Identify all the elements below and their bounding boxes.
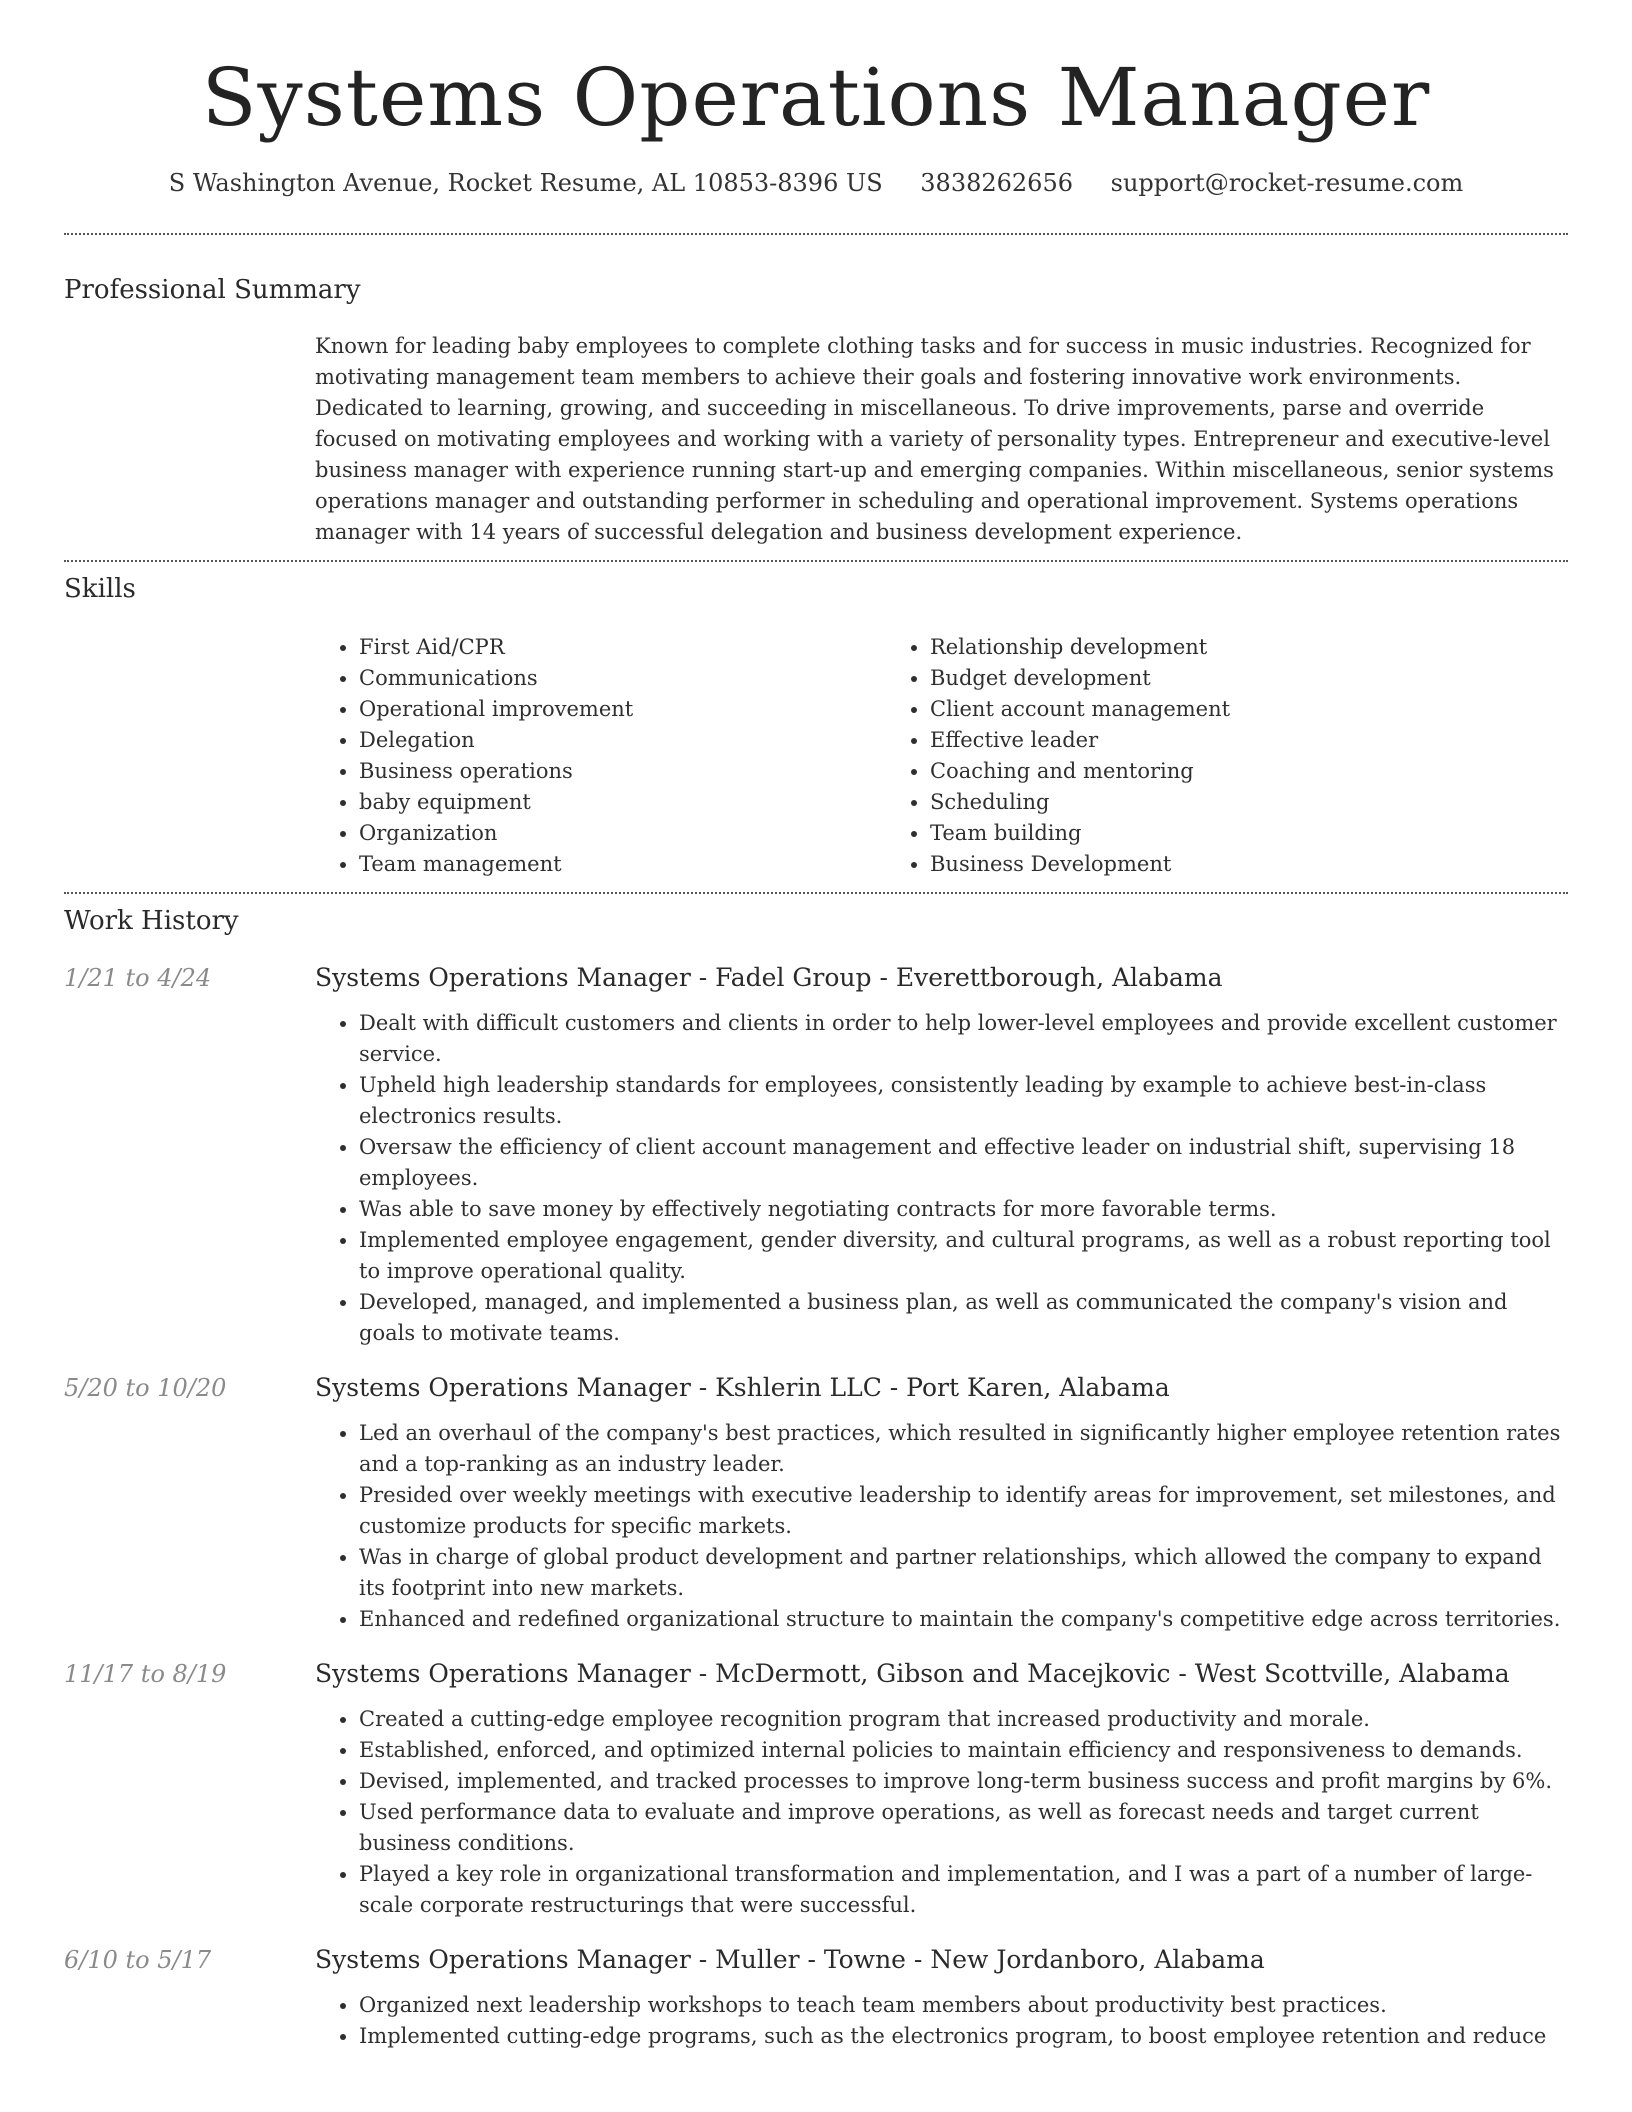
job-bullet: • Presided over weekly meetings with executive leadership to identify areas for improvement, set milestones, and customize products for specific markets.: [359, 1480, 1568, 1542]
job-bullet: • Developed, managed, and implemented a business plan, as well as communicated the company's vision and goals to motivate teams.: [359, 1287, 1568, 1349]
work-history-heading: Work History: [64, 905, 239, 936]
job-bullets: [315, 1008, 1568, 1349]
job-body: [315, 1945, 1568, 2052]
job-bullets: [315, 1704, 1568, 1921]
skill-item: • Delegation: [359, 725, 886, 756]
job-bullet: • Used performance data to evaluate and improve operations, as well as forecast needs and target current business conditions.: [359, 1797, 1568, 1859]
job-title: Systems Operations Manager - Muller - Towne - New Jordanboro, Alabama: [315, 1944, 1265, 1974]
job-bullet: • Was in charge of global product development and partner relationships, which allowed the company to expand its footprint into new markets.: [359, 1542, 1568, 1604]
job-entry: [64, 1659, 1568, 1921]
job-body: [315, 1659, 1568, 1921]
skill-item: • Communications: [359, 663, 886, 694]
job-body: [315, 1373, 1568, 1635]
candidate-name: Systems Operations Manager: [201, 51, 1431, 144]
skills-list: [315, 632, 1568, 880]
skill-item: • First Aid/CPR: [359, 632, 886, 663]
skills-column-left: [315, 632, 886, 880]
section-divider: [64, 560, 1568, 562]
skill-item: • baby equipment: [359, 787, 886, 818]
job-bullet: • Created a cutting-edge employee recognition program that increased productivity and morale.: [359, 1704, 1568, 1735]
section-divider: [64, 233, 1568, 235]
job-bullet: • Enhanced and redefined organizational structure to maintain the company's competitive edge across territories.: [359, 1604, 1568, 1635]
summary-text: Known for leading baby employees to complete clothing tasks and for success in music industries. Recognized for motivating management team members to achieve their goals and fostering innovative work environments. Dedicated to learning, growing, and succeeding in miscellaneous. To drive improvements, parse and override focused on motivating employees and working with a variety of personality types. Entrepreneur and executive-level business manager with experience running start-up and emerging companies. Within miscellaneous, senior systems operations manager and outstanding performer in scheduling and operational improvement. Systems operations manager with 14 years of successful delegation and business development experience.: [315, 334, 1554, 545]
job-dates: 11/17 to 8/19: [64, 1659, 227, 1688]
skill-item: • Budget development: [930, 663, 1457, 694]
contact-email: support@rocket-resume.com: [1110, 169, 1464, 197]
job-dates: 6/10 to 5/17: [64, 1945, 212, 1974]
summary-heading: Professional Summary: [64, 275, 361, 306]
job-title: Systems Operations Manager - Kshlerin LLC - Port Karen, Alabama: [315, 1372, 1170, 1402]
job-dates: 5/20 to 10/20: [64, 1373, 227, 1402]
job-title: Systems Operations Manager - Fadel Group - Everettborough, Alabama: [315, 962, 1223, 992]
job-entry: [64, 963, 1568, 1349]
job-bullets: [315, 1418, 1568, 1635]
skill-item: • Business operations: [359, 756, 886, 787]
section-divider: [64, 892, 1568, 894]
job-bullet: • Played a key role in organizational transformation and implementation, and I was a part of a number of large-scale corporate restructurings that were successful.: [359, 1859, 1568, 1921]
job-bullet: • Devised, implemented, and tracked processes to improve long-term business success and profit margins by 6%.: [359, 1766, 1568, 1797]
job-entry: [64, 1373, 1568, 1635]
job-bullet: • Led an overhaul of the company's best practices, which resulted in significantly higher employee retention rates and a top-ranking as an industry leader.: [359, 1418, 1568, 1480]
skill-item: • Client account management: [930, 694, 1457, 725]
skill-item: • Organization: [359, 818, 886, 849]
skill-item: • Operational improvement: [359, 694, 886, 725]
contact-address: S Washington Avenue, Rocket Resume, AL 10853-8396 US: [168, 169, 883, 197]
resume-page: [64, 0, 1568, 2052]
contact-line: [64, 168, 1568, 199]
job-bullet: • Organized next leadership workshops to teach team members about productivity best practices.: [359, 1990, 1568, 2021]
job-bullet: • Dealt with difficult customers and clients in order to help lower-level employees and provide excellent customer service.: [359, 1008, 1568, 1070]
job-bullets: [315, 1990, 1568, 2052]
resume-header: [64, 0, 1568, 199]
skill-item: • Relationship development: [930, 632, 1457, 663]
job-bullet: • Established, enforced, and optimized internal policies to maintain efficiency and responsiveness to demands.: [359, 1735, 1568, 1766]
job-dates: 1/21 to 4/24: [64, 963, 212, 992]
job-entry: [64, 1945, 1568, 2052]
skill-item: • Team building: [930, 818, 1457, 849]
skill-item: • Effective leader: [930, 725, 1457, 756]
skills-column-right: [886, 632, 1457, 880]
job-bullet: • Upheld high leadership standards for employees, consistently leading by example to achieve best-in-class electronics results.: [359, 1070, 1568, 1132]
skill-item: • Team management: [359, 849, 886, 880]
skills-heading: Skills: [64, 574, 136, 605]
job-bullet: • Was able to save money by effectively negotiating contracts for more favorable terms.: [359, 1194, 1568, 1225]
skill-item: • Business Development: [930, 849, 1457, 880]
job-body: [315, 963, 1568, 1349]
job-bullet: • Oversaw the efficiency of client account management and effective leader on industrial shift, supervising 18 employees.: [359, 1132, 1568, 1194]
job-bullet: • Implemented employee engagement, gender diversity, and cultural programs, as well as a robust reporting tool to improve operational quality.: [359, 1225, 1568, 1287]
skill-item: • Scheduling: [930, 787, 1457, 818]
job-title: Systems Operations Manager - McDermott, Gibson and Macejkovic - West Scottville, Alabama: [315, 1658, 1510, 1688]
skill-item: • Coaching and mentoring: [930, 756, 1457, 787]
job-bullet: • Implemented cutting-edge programs, such as the electronics program, to boost employee retention and reduce: [359, 2021, 1568, 2052]
contact-phone: 3838262656: [920, 169, 1073, 197]
